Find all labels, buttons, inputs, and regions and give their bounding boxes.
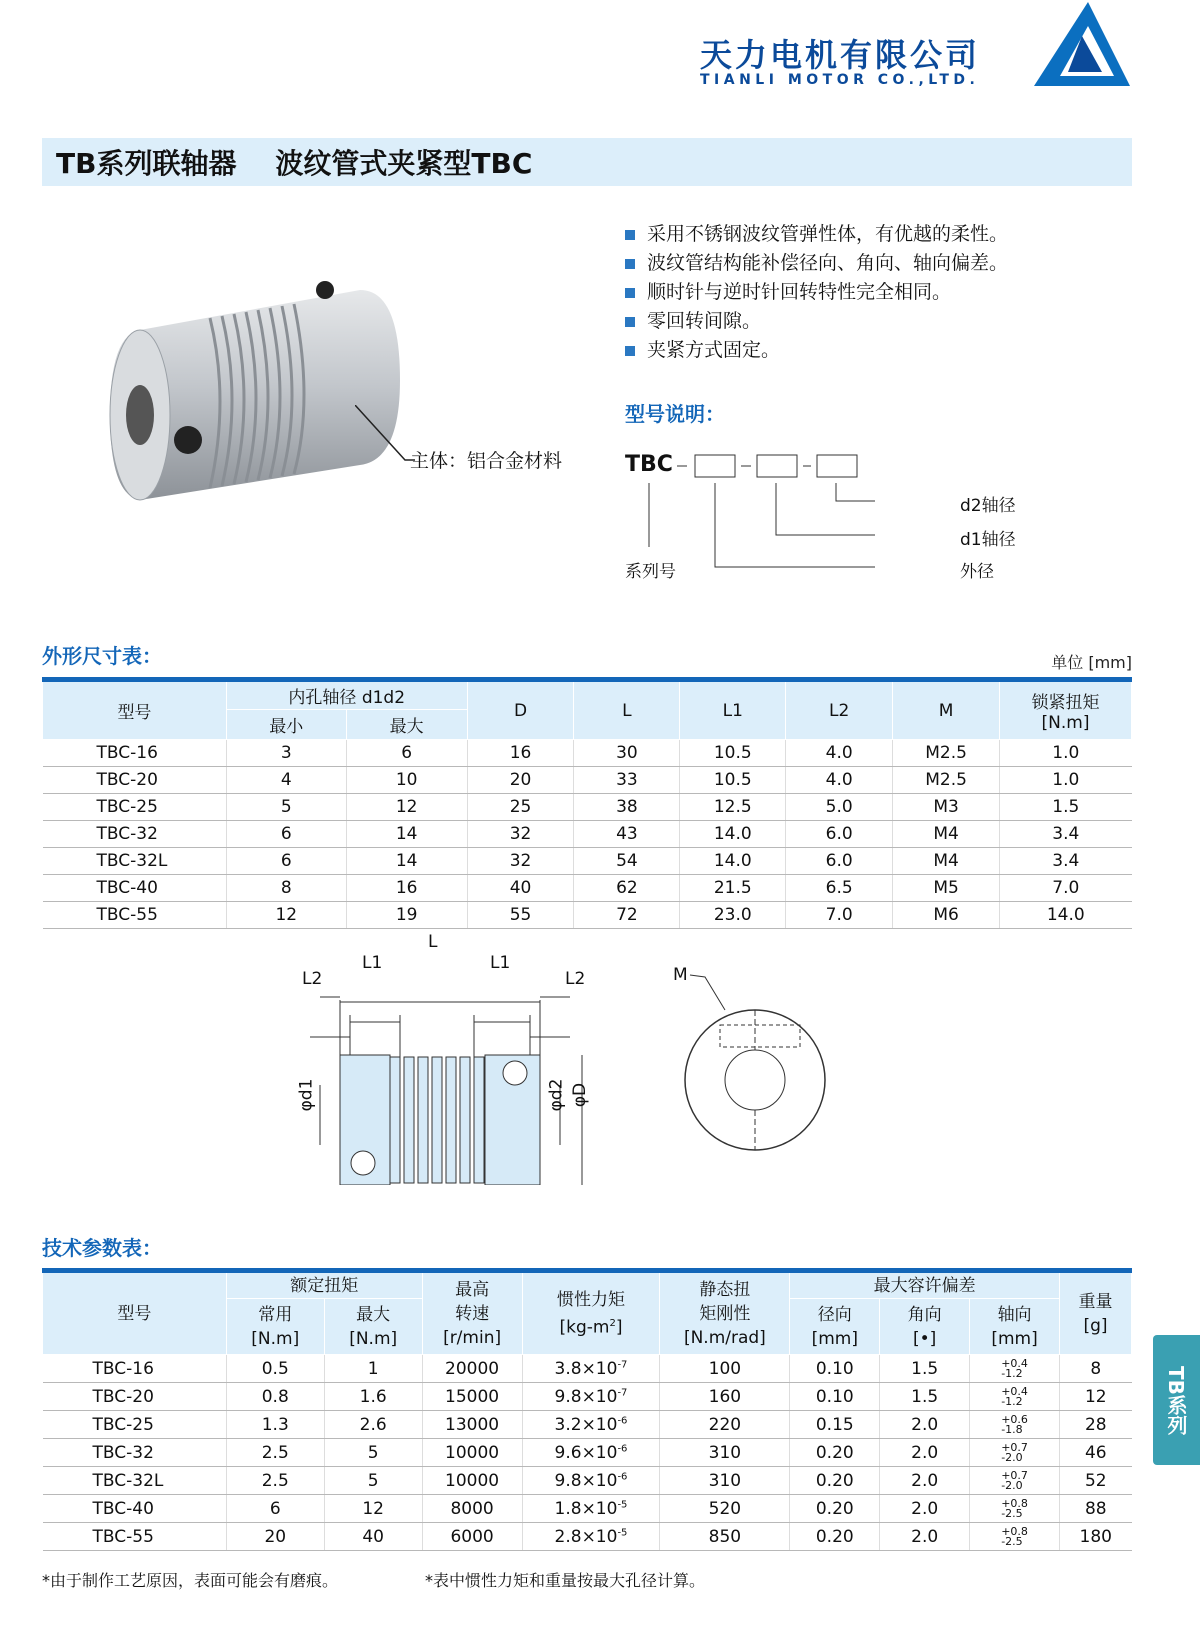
axial-plus: +0.4 [1001, 1384, 1028, 1398]
dimension-table [42, 677, 1132, 929]
inertia-exponent: -7 [617, 1386, 628, 1398]
normal-label: 常用 [258, 1304, 293, 1325]
table-cell: 55 [467, 902, 574, 929]
table-cell [970, 1439, 1060, 1467]
table-cell: TBC-40 [43, 875, 227, 902]
table-cell: 14 [346, 821, 467, 848]
table-cell [522, 1355, 660, 1383]
table-cell: M2.5 [893, 740, 1000, 767]
table-cell: TBC-32 [43, 1439, 227, 1467]
table-cell: 10 [346, 767, 467, 794]
inertia-mantissa: 1.8×10 [554, 1498, 618, 1519]
table-cell: M4 [893, 848, 1000, 875]
dim-M-label: M [673, 965, 688, 985]
axial-minus: -2.0 [1001, 1478, 1023, 1492]
table-cell: 3.4 [1000, 821, 1132, 848]
dim-D-label: φD [570, 1082, 591, 1108]
angular-label: 角向 [907, 1304, 942, 1325]
table-cell: 43 [574, 821, 680, 848]
col-header-L2: L2 [786, 680, 893, 740]
triangle-logo-icon [1030, 0, 1132, 90]
axial-minus: -2.0 [1001, 1450, 1023, 1464]
inertia-mantissa: 9.8×10 [554, 1386, 618, 1407]
table-cell: 2.6 [324, 1411, 422, 1439]
table-cell [522, 1383, 660, 1411]
table-cell: 160 [660, 1383, 790, 1411]
stiffness-label-1: 静态扭 [699, 1279, 751, 1300]
table-cell: 8 [226, 875, 346, 902]
axial-tolerance [1001, 1412, 1028, 1436]
inertia-unit-close: ] [615, 1317, 623, 1338]
axial-plus: +0.6 [1001, 1412, 1028, 1426]
series-label: 系列号 [625, 562, 676, 582]
table-cell: 14.0 [680, 848, 786, 875]
model-prefix: TBC [625, 452, 673, 477]
table-cell: 180 [1060, 1523, 1132, 1551]
table-cell: 2.0 [880, 1411, 970, 1439]
table-row [43, 848, 1132, 875]
leader-line [355, 405, 415, 465]
coupling-photo [100, 270, 430, 510]
table-cell [522, 1523, 660, 1551]
table-cell [970, 1411, 1060, 1439]
table-cell: 10.5 [680, 767, 786, 794]
table-cell: 100 [660, 1355, 790, 1383]
table-row [43, 1355, 1132, 1383]
table-cell [970, 1383, 1060, 1411]
table-row [43, 902, 1132, 929]
col-header-max [324, 1299, 422, 1355]
speed-label-1: 最高 [455, 1279, 490, 1300]
table-cell: 6 [226, 821, 346, 848]
axial-minus: -1.2 [1001, 1394, 1023, 1408]
table-row [43, 1467, 1132, 1495]
table-cell: 4.0 [786, 740, 893, 767]
table-cell: 2.0 [880, 1495, 970, 1523]
table-row [43, 767, 1132, 794]
table-cell: 12 [346, 794, 467, 821]
axial-minus: -1.2 [1001, 1366, 1023, 1380]
inertia-mantissa: 9.8×10 [554, 1470, 618, 1491]
axial-plus: +0.4 [1001, 1356, 1028, 1370]
table-cell: 310 [660, 1467, 790, 1495]
table-cell: 0.10 [790, 1383, 880, 1411]
table-cell: 21.5 [680, 875, 786, 902]
table-cell: 12.5 [680, 794, 786, 821]
stiffness-label-2: 矩刚性 [699, 1303, 751, 1324]
table-row [43, 821, 1132, 848]
table-cell: 310 [660, 1439, 790, 1467]
table-cell [522, 1495, 660, 1523]
col-header-min: 最小 [226, 710, 346, 740]
table-cell: 1.3 [226, 1411, 324, 1439]
table-cell: 6.0 [786, 821, 893, 848]
table-cell: 1.5 [880, 1355, 970, 1383]
table-cell: 6 [226, 1495, 324, 1523]
table-cell: 850 [660, 1523, 790, 1551]
col-header-model: 型号 [43, 680, 227, 740]
table-cell: 38 [574, 794, 680, 821]
table-row [43, 1495, 1132, 1523]
dimension-heading: 外形尺寸表： [42, 644, 162, 668]
inertia-exponent: -6 [617, 1470, 628, 1482]
table-cell: 33 [574, 767, 680, 794]
torque-unit: [N.m] [1041, 713, 1090, 733]
table-cell: 32 [467, 848, 574, 875]
max-unit: [N.m] [349, 1328, 398, 1349]
unit-label: 单位 [mm] [1051, 653, 1132, 672]
table-cell: 40 [324, 1523, 422, 1551]
radial-label: 径向 [817, 1304, 852, 1325]
table-cell: M2.5 [893, 767, 1000, 794]
axial-tolerance [1001, 1496, 1028, 1520]
axial-plus: +0.7 [1001, 1440, 1028, 1454]
inertia-mantissa: 3.2×10 [554, 1414, 618, 1435]
table-cell: TBC-32L [43, 1467, 227, 1495]
table-cell: 2.0 [880, 1523, 970, 1551]
table-cell: 1.0 [1000, 767, 1132, 794]
table-cell: 54 [574, 848, 680, 875]
axial-plus: +0.7 [1001, 1468, 1028, 1482]
table-cell: 13000 [422, 1411, 522, 1439]
dim-L-label: L [428, 932, 438, 952]
table-cell: 32 [467, 821, 574, 848]
col-header-bore: 内孔轴径 d1d2 [226, 680, 467, 710]
inertia-label: 惯性力矩 [556, 1289, 625, 1310]
table-cell: 0.5 [226, 1355, 324, 1383]
table-cell: TBC-16 [43, 1355, 227, 1383]
company-name-cn: 天力电机有限公司 [700, 36, 981, 74]
col-header-rated: 额定扭矩 [226, 1271, 422, 1299]
col-header-model: 型号 [43, 1271, 227, 1355]
inertia-exponent: -5 [617, 1526, 628, 1538]
table-cell: 23.0 [680, 902, 786, 929]
note-right: *表中惯性力矩和重量按最大孔径计算。 [425, 1571, 706, 1590]
table-cell: 14 [346, 848, 467, 875]
d2-label: d2轴径 [960, 496, 1016, 516]
table-cell: TBC-25 [43, 1411, 227, 1439]
dim-d2-label: φd2 [546, 1078, 567, 1112]
table-row [43, 1411, 1132, 1439]
table-cell [522, 1467, 660, 1495]
axial-tolerance [1001, 1468, 1028, 1492]
table-cell: 0.20 [790, 1495, 880, 1523]
dim-L2-left-label: L2 [302, 969, 323, 989]
axial-minus: -2.5 [1001, 1534, 1023, 1548]
table-cell: 2.5 [226, 1439, 324, 1467]
table-cell: 520 [660, 1495, 790, 1523]
col-header-stiffness [660, 1271, 790, 1355]
list-item: 采用不锈钢波纹管弹性体，有优越的柔性。 [625, 220, 1008, 249]
speed-label-2: 转速 [455, 1303, 490, 1324]
axial-tolerance [1001, 1440, 1028, 1464]
axial-plus: +0.8 [1001, 1524, 1028, 1538]
axial-tolerance [1001, 1384, 1028, 1408]
model-code-diagram [625, 445, 875, 575]
technical-drawing [290, 955, 870, 1185]
stiffness-unit: [N.m/rad] [683, 1327, 766, 1348]
list-item: 夹紧方式固定。 [625, 336, 1008, 365]
table-cell: 6 [346, 740, 467, 767]
inertia-exponent: -7 [617, 1358, 628, 1370]
inertia-unit-base: [kg-m [559, 1317, 610, 1338]
table-row [43, 740, 1132, 767]
table-cell [970, 1523, 1060, 1551]
table-cell: M5 [893, 875, 1000, 902]
weight-unit: [g] [1083, 1315, 1108, 1336]
radial-unit: [mm] [811, 1328, 858, 1349]
inertia-mantissa: 9.6×10 [554, 1442, 618, 1463]
table-cell: 30 [574, 740, 680, 767]
table-cell: 20 [226, 1523, 324, 1551]
col-header-speed [422, 1271, 522, 1355]
list-item: 波纹管结构能补偿径向、角向、轴向偏差。 [625, 249, 1008, 278]
table-cell [522, 1439, 660, 1467]
angular-unit: [•] [913, 1328, 937, 1349]
normal-unit: [N.m] [251, 1328, 300, 1349]
col-header-max: 最大 [346, 710, 467, 740]
list-item: 顺时针与逆时针回转特性完全相同。 [625, 278, 1008, 307]
tech-heading: 技术参数表： [42, 1236, 162, 1260]
table-cell: 0.8 [226, 1383, 324, 1411]
table-cell: 46 [1060, 1439, 1132, 1467]
table-cell: 6.0 [786, 848, 893, 875]
list-item: 零回转间隙。 [625, 307, 1008, 336]
table-cell: 20000 [422, 1355, 522, 1383]
table-cell: TBC-20 [43, 767, 227, 794]
page-title: TB系列联轴器 波纹管式夹紧型TBC [56, 147, 533, 180]
col-header-L: L [574, 680, 680, 740]
table-cell [970, 1355, 1060, 1383]
table-cell: TBC-55 [43, 1523, 227, 1551]
table-cell: 1.6 [324, 1383, 422, 1411]
table-cell: 220 [660, 1411, 790, 1439]
dim-L1-left-label: L1 [362, 953, 383, 973]
table-cell: 0.20 [790, 1439, 880, 1467]
axial-plus: +0.8 [1001, 1496, 1028, 1510]
table-cell: 0.20 [790, 1467, 880, 1495]
table-cell: M3 [893, 794, 1000, 821]
table-cell: 0.15 [790, 1411, 880, 1439]
col-header-M: M [893, 680, 1000, 740]
table-cell: M4 [893, 821, 1000, 848]
dim-L2-right-label: L2 [565, 969, 586, 989]
table-cell: TBC-20 [43, 1383, 227, 1411]
table-cell: 1.5 [880, 1383, 970, 1411]
table-cell: 10.5 [680, 740, 786, 767]
col-header-D: D [467, 680, 574, 740]
table-cell: TBC-32L [43, 848, 227, 875]
col-header-axial [970, 1299, 1060, 1355]
table-cell: 5 [324, 1467, 422, 1495]
torque-label: 锁紧扭矩 [1031, 693, 1100, 713]
outer-label: 外径 [960, 562, 994, 582]
axial-minus: -2.5 [1001, 1506, 1023, 1520]
inertia-mantissa: 3.8×10 [554, 1358, 618, 1379]
table-cell: 1 [324, 1355, 422, 1383]
company-name-en: TIANLI MOTOR CO.,LTD. [700, 72, 980, 88]
table-cell: 5 [226, 794, 346, 821]
table-cell: 28 [1060, 1411, 1132, 1439]
inertia-mantissa: 2.8×10 [554, 1526, 618, 1547]
table-cell: 0.10 [790, 1355, 880, 1383]
inertia-exponent: -5 [617, 1498, 628, 1510]
table-cell: 10000 [422, 1467, 522, 1495]
table-cell [970, 1495, 1060, 1523]
table-row [43, 875, 1132, 902]
body-material-label: 主体：铝合金材料 [410, 450, 563, 472]
table-cell: 2.0 [880, 1467, 970, 1495]
table-cell: 2.5 [226, 1467, 324, 1495]
table-cell: 88 [1060, 1495, 1132, 1523]
table-cell: 1.5 [1000, 794, 1132, 821]
speed-unit: [r/min] [443, 1327, 502, 1348]
table-cell: 19 [346, 902, 467, 929]
table-cell: 25 [467, 794, 574, 821]
col-header-radial [790, 1299, 880, 1355]
table-cell: 14.0 [680, 821, 786, 848]
table-cell: 6 [226, 848, 346, 875]
axial-tolerance [1001, 1356, 1028, 1380]
inertia-unit [523, 1312, 660, 1340]
table-cell: TBC-25 [43, 794, 227, 821]
table-cell: 1.0 [1000, 740, 1132, 767]
feature-list [625, 220, 1008, 365]
col-header-misalign: 最大容许偏差 [790, 1271, 1060, 1299]
table-cell: 5.0 [786, 794, 893, 821]
col-header-inertia [522, 1271, 660, 1355]
table-cell: 12 [226, 902, 346, 929]
axial-minus: -1.8 [1001, 1422, 1023, 1436]
col-header-L1: L1 [680, 680, 786, 740]
table-cell: 14.0 [1000, 902, 1132, 929]
col-header-normal [226, 1299, 324, 1355]
table-cell: TBC-40 [43, 1495, 227, 1523]
table-cell: 3.4 [1000, 848, 1132, 875]
table-cell [970, 1467, 1060, 1495]
tech-table [42, 1268, 1132, 1551]
table-cell: 6000 [422, 1523, 522, 1551]
table-cell: 0.20 [790, 1523, 880, 1551]
table-cell: 8000 [422, 1495, 522, 1523]
inertia-unit-exp: 2 [609, 1317, 616, 1329]
note-left: *由于制作工艺原因，表面可能会有磨痕。 [42, 1571, 339, 1590]
table-cell: 7.0 [1000, 875, 1132, 902]
table-cell [522, 1411, 660, 1439]
d1-label: d1轴径 [960, 530, 1016, 550]
inertia-exponent: -6 [617, 1414, 628, 1426]
table-cell: 5 [324, 1439, 422, 1467]
table-cell: TBC-32 [43, 821, 227, 848]
axial-unit: [mm] [991, 1328, 1038, 1349]
col-header-weight [1060, 1271, 1132, 1355]
table-cell: 20 [467, 767, 574, 794]
table-cell: 16 [467, 740, 574, 767]
table-cell: 72 [574, 902, 680, 929]
table-cell: 52 [1060, 1467, 1132, 1495]
inertia-exponent: -6 [617, 1442, 628, 1454]
table-cell: TBC-55 [43, 902, 227, 929]
col-header-torque [1000, 680, 1132, 740]
axial-label: 轴向 [997, 1304, 1032, 1325]
table-cell: 2.0 [880, 1439, 970, 1467]
table-row [43, 1523, 1132, 1551]
axial-tolerance [1001, 1524, 1028, 1548]
table-cell: 62 [574, 875, 680, 902]
max-label: 最大 [356, 1304, 391, 1325]
table-cell: 7.0 [786, 902, 893, 929]
table-cell: TBC-16 [43, 740, 227, 767]
table-cell: 15000 [422, 1383, 522, 1411]
table-cell: 6.5 [786, 875, 893, 902]
table-cell: 4 [226, 767, 346, 794]
weight-label: 重量 [1078, 1291, 1113, 1312]
table-row [43, 794, 1132, 821]
dim-L1-right-label: L1 [490, 953, 511, 973]
table-cell: 12 [324, 1495, 422, 1523]
table-row [43, 1439, 1132, 1467]
model-explain-heading: 型号说明： [625, 402, 725, 426]
table-cell: 10000 [422, 1439, 522, 1467]
table-cell: 3 [226, 740, 346, 767]
table-row [43, 1383, 1132, 1411]
table-cell: M6 [893, 902, 1000, 929]
side-tab-tb-series[interactable]: TB系列 [1153, 1335, 1200, 1465]
table-cell: 4.0 [786, 767, 893, 794]
table-cell: 16 [346, 875, 467, 902]
table-cell: 40 [467, 875, 574, 902]
table-cell: 8 [1060, 1355, 1132, 1383]
table-cell: 12 [1060, 1383, 1132, 1411]
col-header-angular [880, 1299, 970, 1355]
dim-d1-label: φd1 [296, 1078, 317, 1112]
